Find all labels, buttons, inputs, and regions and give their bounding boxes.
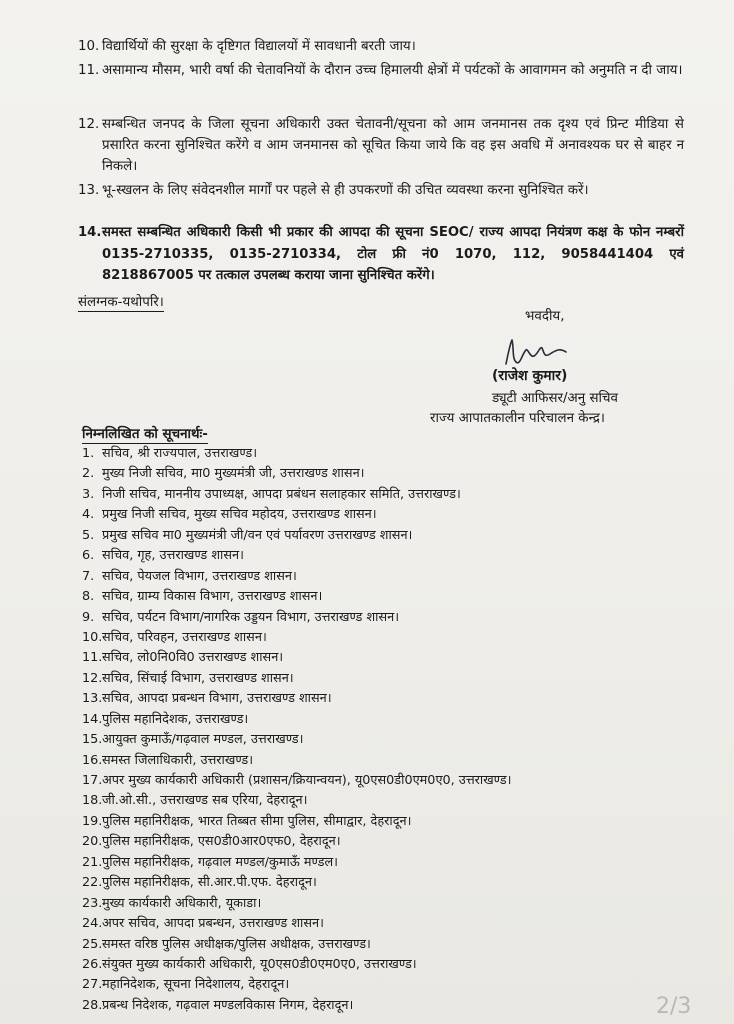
- attachment-note: [78, 292, 164, 310]
- paragraph-13: [78, 180, 684, 201]
- list-item: 24. अपर सचिव, आपदा प्रबन्धन, उत्तराखण्ड शासन।: [82, 916, 324, 932]
- signatory-designation: ड्यूटी आफिसर/अनु सचिव: [492, 391, 618, 406]
- list-item: 19. पुलिस महानिरीक्षक, भारत तिब्बत सीमा पुलिस, सीमाद्वार, देहरादून।: [82, 813, 412, 829]
- paragraph-number: 14.: [78, 225, 102, 240]
- list-item: 14. पुलिस महानिदेशक, उत्तराखण्ड।: [82, 711, 249, 727]
- list-item: 22. पुलिस महानिरीक्षक, सी.आर.पी.एफ. देहरादून।: [82, 875, 317, 891]
- list-item: 15. आयुक्त कुमाऊँ/गढ़वाल मण्डल, उत्तराखण्ड।: [82, 732, 304, 748]
- paragraph-14: [78, 222, 684, 287]
- list-item: 25. समस्त वरिष्ठ पुलिस अधीक्षक/पुलिस अधीक्षक, उत्तराखण्ड।: [82, 936, 371, 952]
- paragraph-12: [78, 114, 684, 177]
- list-item: 2. मुख्य निजी सचिव, मा0 मुख्यमंत्री जी, उत्तराखण्ड शासन।: [82, 466, 365, 482]
- attachment-label: संलग्नक-यथोपरि।: [78, 295, 164, 310]
- list-item: 11. सचिव, लो0नि0वि0 उत्तराखण्ड शासन।: [82, 650, 284, 666]
- distribution-heading-text: निम्नलिखित को सूचनार्थः-: [82, 427, 208, 442]
- list-item: 7. सचिव, पेयजल विभाग, उत्तराखण्ड शासन।: [82, 568, 297, 584]
- list-item: 20. पुलिस महानिरीक्षक, एस0डी0आर0एफ0, देहरादून।: [82, 834, 341, 850]
- paragraph-10: [78, 36, 684, 57]
- list-item: 12. सचिव, सिंचाई विभाग, उत्तराखण्ड शासन।: [82, 670, 294, 686]
- list-item: 27. महानिदेशक, सूचना निदेशालय, देहरादून।: [82, 977, 290, 993]
- list-item: 4. प्रमुख निजी सचिव, मुख्य सचिव महोदय, उत्तराखण्ड शासन।: [82, 507, 377, 523]
- paragraph-number: 12.: [78, 117, 100, 132]
- list-item: 18. जी.ओ.सी., उत्तराखण्ड सब एरिया, देहरादून।: [82, 793, 308, 809]
- list-item: 5. प्रमुख सचिव मा0 मुख्यमंत्री जी/वन एवं पर्यावरण उत्तराखण्ड शासन।: [82, 527, 413, 543]
- list-item: 23. मुख्य कार्यकारी अधिकारी, यूकाडा।: [82, 895, 262, 911]
- page-indicator: 2/3: [656, 994, 692, 1019]
- list-item: 8. सचिव, ग्राम्य विकास विभाग, उत्तराखण्ड शासन।: [82, 589, 323, 605]
- paragraph-11: [78, 60, 684, 81]
- paragraph-number: 10.: [78, 39, 100, 54]
- signatory-office: राज्य आपातकालीन परिचालन केन्द्र।: [430, 411, 605, 426]
- paragraph-text: विद्यार्थियों की सुरक्षा के दृष्टिगत विद्यालयों में सावधानी बरती जाय।: [102, 39, 416, 54]
- list-item: 13. सचिव, आपदा प्रबन्धन विभाग, उत्तराखण्ड शासन।: [82, 691, 332, 707]
- list-item: 10. सचिव, परिवहन, उत्तराखण्ड शासन।: [82, 629, 267, 645]
- paragraph-text: भू-स्खलन के लिए संवेदनशील मार्गों पर पहले से ही उपकरणों की उचित व्यवस्था करना सुनिश्चित करें।: [102, 183, 589, 198]
- closing-salutation: भवदीय,: [525, 309, 565, 324]
- list-item: 6. सचिव, गृह, उत्तराखण्ड शासन।: [82, 548, 244, 564]
- distribution-heading: [82, 424, 208, 442]
- list-item: 9. सचिव, पर्यटन विभाग/नागरिक उड्डयन विभाग, उत्तराखण्ड शासन।: [82, 609, 400, 625]
- paragraph-text: समस्त सम्बन्धित अधिकारी किसी भी प्रकार की आपदा की सूचना SEOC/ राज्य आपदा नियंत्रण कक्ष के फोन नम्बरों 0135-2710335, 0135-2710334, टोल फ्री नं0 1070, 112, 9058441404 एवं 8218867005 पर तत्काल उपलब्ध कराया जाना सुनिश्चित करेंगे।: [102, 225, 684, 283]
- distribution-list: [82, 444, 682, 1016]
- list-item: 3. निजी सचिव, माननीय उपाध्यक्ष, आपदा प्रबंधन सलाहकार समिति, उत्तराखण्ड।: [82, 486, 461, 502]
- signatory-name: (राजेश कुमार): [492, 368, 568, 384]
- paragraph-number: 13.: [78, 183, 100, 198]
- paragraph-number: 11.: [78, 63, 100, 78]
- list-item: 26. संयुक्त मुख्य कार्यकारी अधिकारी, यू0एस0डी0एम0ए0, उत्तराखण्ड।: [82, 956, 417, 972]
- list-item: 1. सचिव, श्री राज्यपाल, उत्तराखण्ड।: [82, 446, 258, 461]
- list-item: 21. पुलिस महानिरीक्षक, गढ़वाल मण्डल/कुमाऊँ मण्डल।: [82, 854, 339, 870]
- list-item: 28. प्रबन्ध निदेशक, गढ़वाल मण्डलविकास निगम, देहरादून।: [82, 997, 354, 1013]
- list-item: 16. समस्त जिलाधिकारी, उत्तराखण्ड।: [82, 752, 254, 768]
- list-item: 17. अपर मुख्य कार्यकारी अधिकारी (प्रशासन/क्रियान्वयन), यू0एस0डी0एम0ए0, उत्तराखण्ड।: [82, 773, 512, 788]
- paragraph-text: असामान्य मौसम, भारी वर्षा की चेतावनियों के दौरान उच्च हिमालयी क्षेत्रों में पर्यटकों के आवागमन को अनुमति न दी जाय।: [102, 63, 683, 78]
- paragraph-text: सम्बन्धित जनपद के जिला सूचना अधिकारी उक्त चेतावनी/सूचना को आम जनमानस तक दृश्य एवं प्रिन्ट मीडिया से प्रसारित करना सुनिश्चित करेंगे व आम जनमानस को सूचित किया जाये कि वह इस अवधि में अनावश्यक घर से बाहर न निकले।: [102, 117, 684, 174]
